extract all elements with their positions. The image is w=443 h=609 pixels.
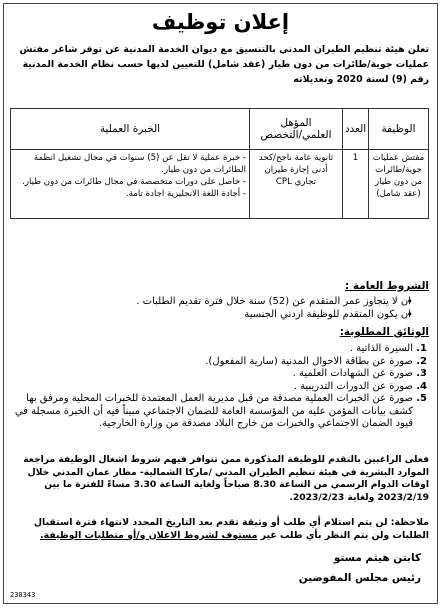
note-paragraph	[12, 517, 429, 542]
item-text: صورة عن بطاقة الاحوال المدنية (سارية المفعول).	[205, 355, 413, 367]
documents-list	[14, 343, 427, 431]
item-text: صورة عن الشهادات العلمية .	[292, 368, 413, 379]
advertisement-frame	[3, 3, 438, 604]
page-title: إعلان توظيف	[151, 10, 290, 34]
header-job: الوظيفة	[369, 109, 429, 150]
signature-role: رئيس مجلس المفوضين	[298, 572, 421, 584]
vacancy-table	[10, 108, 429, 219]
general-conditions-heading: الشروط العامة :	[345, 280, 429, 292]
list-item	[14, 368, 427, 381]
list-item	[14, 343, 427, 356]
intro-paragraph: تعلن هيئة تنظيم الطيران المدني بالتنسيق مع ديوان الخدمة المدنية عن توفر شاغر مفتش عمليات جوية/طائرات من دون طيار (عقد شامل) للتعيين لديها حسب نظام الخدمة المدنية رقم (9) لسنة 2020 وتعديلاته	[19, 44, 429, 85]
item-text: السيرة الذاتية .	[349, 343, 413, 354]
list-item: • ان يكون المتقدم للوظيفة اردني الجنسية	[14, 308, 413, 321]
header-experience: الخبرة العملية	[11, 109, 250, 150]
experience-item: - أجادة اللغة الانجليزية اجادة تامة.	[125, 189, 246, 199]
item-text: صورة عن الخبرات العملية مصدقة من قبل مديرية العمل المعتمدة للخبرات المحلية ومرفق بها كشف بيانات المؤمن عليه من المؤسسة العامة للضمان الاجتماعي مبيناً فيه أن الخبرة مسجلة في قيود الضمان الاجتماعي والخبرات من خارج البلاد مصدقة من وزارة الخارجية.	[14, 393, 413, 429]
list-item	[14, 355, 427, 369]
header-qualification	[250, 109, 343, 150]
cell-count: 1	[343, 150, 369, 219]
list-item	[14, 380, 427, 394]
signature-name: كابتن هيثم مستو	[333, 552, 421, 564]
item-text: صورة عن الدورات التدريبية .	[293, 380, 413, 392]
cell-experience	[11, 150, 250, 219]
list-item: • ان لا يتجاوز عمر المتقدم عن (52) سنة خلال فترة تقديم الطلبات .	[14, 295, 413, 308]
item-number: 1.	[416, 343, 427, 354]
ad-code: 230343	[10, 591, 36, 599]
header-qualification-line2: العلمي/التخصص	[260, 129, 332, 141]
item-number: 5.	[416, 393, 427, 404]
list-item	[14, 393, 427, 431]
cell-job: مفتش عمليات جوية/طائرات من دون طيار (عقد شامل)	[369, 150, 429, 219]
note-text: ملاحظة: لن يتم استلام أي طلب أو وثيقة تقدم بعد التاريخ المحدد لانتهاء فترة استقبال الطلبات ولن يتم النظر بأي طلب غير	[33, 517, 429, 541]
cell-qualification: ثانوية عامة ناجح/كحد أدنى إجازة طيران تجاري CPL	[250, 150, 343, 219]
documents-heading: الوثائق المطلوبة:	[339, 326, 429, 338]
experience-item: - حاصل على دورات متخصصة في مجال طائرات من دون طيار.	[22, 177, 246, 187]
general-conditions-list	[14, 295, 427, 321]
header-count: العدد	[343, 109, 369, 150]
table-row	[11, 150, 429, 219]
note-text-underlined: مستوف لشروط الاعلان و/أو متطلبات الوظيفة.	[40, 529, 258, 541]
item-number: 3.	[416, 368, 427, 379]
item-number: 2.	[416, 355, 427, 367]
header-qualification-line1: المؤهل	[280, 117, 312, 129]
experience-item: - خبرة عملية لا تقل عن (5) سنوات في مجال تشغيل انظمة الطائرات من دون طيار.	[33, 153, 246, 175]
item-number: 4.	[416, 380, 427, 392]
application-instructions: فعلى الراغبين بالتقدم للوظيفة المذكورة ممن تتوافر فيهم شروط اشغال الوظيفة مراجعة الموارد البشرية في هيئة تنظيم الطيران المدني /ماركا الشمالية- مطار عمان المدني خلال اوقات الدوام الرسمي من الساعة 8.30 صباحاً ولغاية الساعة 3.30 مساءً للفترة ما بين 2023/2/19 ولغاية 2023/2/23.	[23, 454, 429, 503]
